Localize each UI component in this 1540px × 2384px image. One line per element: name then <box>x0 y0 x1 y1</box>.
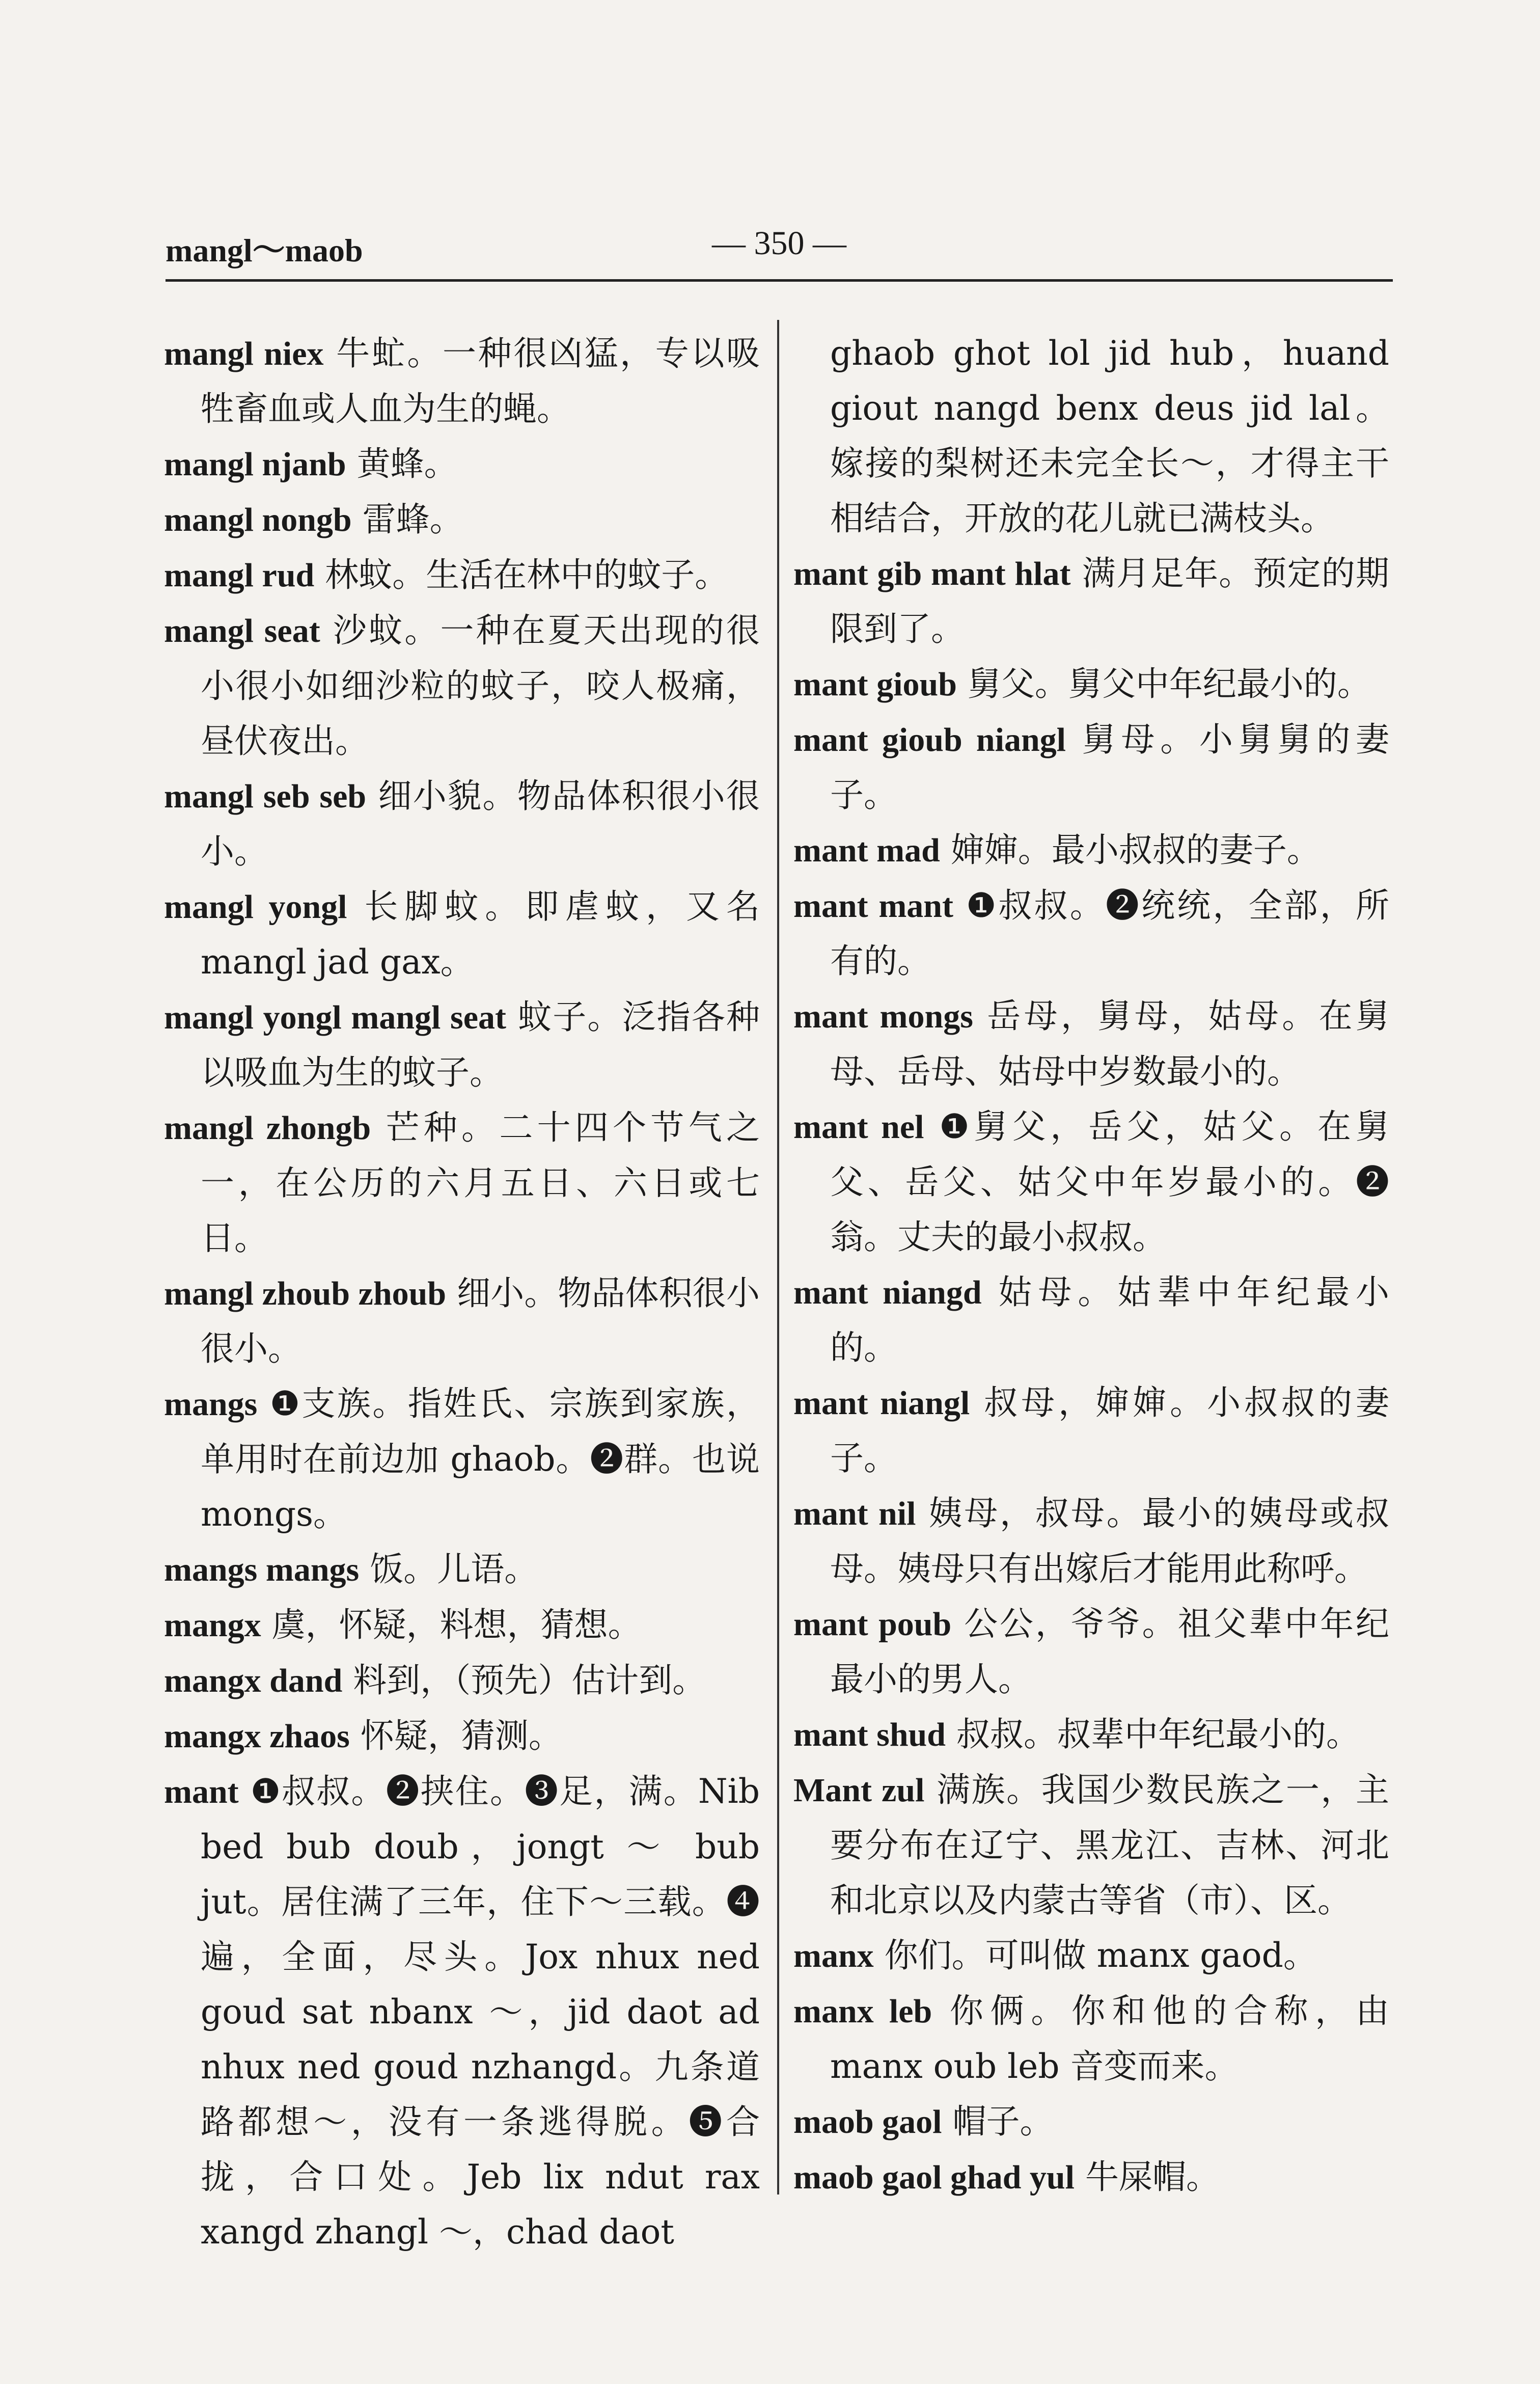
entry-headword: mangl rud <box>164 557 315 594</box>
entry-headword: mant <box>164 1773 239 1810</box>
entry-headword: mant nil <box>793 1495 916 1532</box>
entry-headword: mangl njanb <box>164 446 346 483</box>
entry-definition: 饭。儿语。 <box>370 1550 538 1589</box>
entry-headword: maob gaol ghad yul <box>793 2159 1075 2196</box>
dictionary-entry <box>164 1542 760 1597</box>
dictionary-entry <box>793 1375 1389 1486</box>
entry-headword: mant mant <box>793 887 953 925</box>
dictionary-entry <box>164 326 760 437</box>
dictionary-entry <box>164 548 760 603</box>
entry-definition: 岳母，舅母，姑母。在舅母、岳母、姑母中岁数最小的。 <box>830 996 1389 1091</box>
dictionary-entry <box>793 1099 1389 1265</box>
entry-definition: 叔母，婶婶。小叔叔的妻子。 <box>830 1383 1390 1478</box>
entry-definition: 帽子。 <box>952 2102 1054 2141</box>
entry-headword: mangx zhaos <box>164 1718 350 1755</box>
right-column <box>793 326 1389 2205</box>
entry-definition: 虞，怀疑，料想，猜想。 <box>271 1605 642 1644</box>
entry-definition: 姨母，叔母。最小的姨母或叔母。姨母只有出嫁后才能用此称呼。 <box>830 1494 1389 1588</box>
entry-definition: 林蚊。生活在林中的蚊子。 <box>325 555 729 594</box>
column-divider <box>777 320 779 2195</box>
entry-definition: 牛虻。一种很凶猛，专以吸牲畜血或人血为生的蝇。 <box>201 334 760 428</box>
dictionary-entry <box>793 1984 1389 2094</box>
entry-headword: Mant zul <box>793 1772 925 1809</box>
dictionary-entry <box>793 823 1389 878</box>
entry-definition: 姑母。姑辈中年纪最小的。 <box>830 1272 1390 1367</box>
entry-headword: mant gib mant hlat <box>793 555 1071 592</box>
entry-headword: manx <box>793 1937 874 1974</box>
entry-definition: 满月足年。预定的期限到了。 <box>830 554 1390 648</box>
entry-definition: 细小。物品体积很小很小。 <box>201 1274 760 1368</box>
entry-definition: ❶舅父，岳父，姑父。在舅父、岳父、姑父中年岁最小的。❷翁。丈夫的最小叔叔。 <box>830 1107 1390 1257</box>
entry-definition: 长脚蚊。即虐蚊，又名 mangl jad gax。 <box>201 887 760 982</box>
entry-headword: mant niangl <box>793 1385 970 1422</box>
dictionary-entry <box>164 1376 760 1542</box>
entry-headword: maob gaol <box>793 2103 942 2141</box>
entry-definition: ❶叔叔。❷统统，全部，所有的。 <box>830 886 1389 981</box>
page-header <box>166 214 1393 275</box>
entry-definition: 婶婶。最小叔叔的妻子。 <box>950 830 1321 870</box>
entry-headword: mant mad <box>793 832 940 869</box>
entry-definition: 料到，（预先）估计到。 <box>353 1661 706 1700</box>
entry-headword: manx leb <box>793 1993 932 2030</box>
entry-definition: ❶支族。指姓氏、宗族到家族，单用时在前边加 ghaob。❷群。也说 mongs。 <box>201 1384 760 1534</box>
entry-definition: 公公，爷爷。祖父辈中年纪最小的男人。 <box>830 1604 1390 1699</box>
entry-definition: 蚊子。泛指各种以吸血为生的蚊子。 <box>201 997 760 1092</box>
entry-headword: mant gioub <box>793 666 957 703</box>
dictionary-entry <box>793 2150 1389 2205</box>
entry-headword: mangl niex <box>164 335 324 372</box>
entry-headword: mangl zhongb <box>164 1109 371 1147</box>
dictionary-entry <box>793 1763 1389 1928</box>
entry-definition: 你俩。你和他的合称，由 manx oub leb 音变而来。 <box>830 1991 1389 2086</box>
entry-definition: 舅母。小舅舅的妻子。 <box>830 720 1390 815</box>
dictionary-entry <box>793 326 1389 546</box>
entry-headword: mant nel <box>793 1108 924 1146</box>
dictionary-entry <box>164 990 760 1100</box>
entry-headword: mangl zhoub zhoub <box>164 1275 447 1312</box>
entry-headword: mangl yongl <box>164 888 347 926</box>
entry-definition: 叔叔。叔辈中年纪最小的。 <box>956 1715 1360 1754</box>
entry-headword: mant niangd <box>793 1274 982 1311</box>
entry-definition: 黄蜂。 <box>356 444 458 483</box>
dictionary-entry <box>793 712 1389 823</box>
dictionary-entry <box>793 1707 1389 1763</box>
entry-headword: mangl seb seb <box>164 778 367 815</box>
dictionary-entry <box>164 1597 760 1653</box>
entry-definition: 舅父。舅父中年纪最小的。 <box>967 664 1371 703</box>
entry-definition: ❶叔叔。❷挟住。❸足，满。Nib bed bub doub，jongt ～ bub jut。居住满了三年，住下～三载。❹遍，全面，尽头。Jox nhux ned goud sat nbanx ～，jid daot ad nhux ned goud nzhangd。九条道路都想～，没有一条逃得脱。❺合拢，合口处。Jeb lix ndut rax xangd zhangl ～，chad daot <box>201 1772 760 2252</box>
dictionary-entry <box>164 1709 760 1764</box>
entry-headword: mant poub <box>793 1606 952 1643</box>
entry-definition: 细小貌。物品体积很小很小。 <box>201 776 760 871</box>
entry-definition: 雷蜂。 <box>362 500 463 539</box>
entry-definition: 你们。可叫做 manx gaod。 <box>884 1936 1317 1975</box>
dictionary-entry <box>793 1265 1389 1375</box>
dictionary-entry <box>164 437 760 492</box>
dictionary-entry <box>164 879 760 990</box>
entry-headword: mangs <box>164 1386 258 1423</box>
dictionary-entry <box>793 878 1389 989</box>
dictionary-entry <box>793 657 1389 712</box>
entry-definition: 满族。我国少数民族之一，主要分布在辽宁、黑龙江、吉林、河北和北京以及内蒙古等省（市）、区。 <box>830 1770 1390 1920</box>
header-rule <box>166 279 1393 282</box>
entry-headword: mant mongs <box>793 998 973 1035</box>
dictionary-entry <box>164 1653 760 1709</box>
running-head: mangl～maob <box>166 232 363 268</box>
entry-definition: 牛屎帽。 <box>1085 2157 1220 2197</box>
entry-definition: 怀疑，猜测。 <box>360 1716 562 1755</box>
dictionary-entry <box>164 1100 760 1266</box>
entry-headword: mangx <box>164 1607 261 1644</box>
left-column <box>164 326 760 2260</box>
dictionary-entry <box>164 769 760 879</box>
dictionary-entry <box>793 989 1389 1099</box>
entry-headword: mangs mangs <box>164 1551 360 1588</box>
entry-definition: ghaob ghot lol jid hub，huand giout nangd benx deus jid lal。嫁接的梨树还未完全长～，才得主干相结合，开放的花儿就已满枝头。 <box>830 334 1389 538</box>
dictionary-entry <box>164 1764 760 2260</box>
entry-headword: mant shud <box>793 1716 946 1753</box>
entry-definition: 芒种。二十四个节气之一，在公历的六月五日、六日或七日。 <box>201 1108 760 1258</box>
dictionary-entry <box>164 492 760 548</box>
entry-definition: 沙蚊。一种在夏天出现的很小很小如细沙粒的蚊子，咬人极痛，昼伏夜出。 <box>201 611 760 761</box>
dictionary-entry <box>164 1266 760 1376</box>
dictionary-entry <box>793 2094 1389 2150</box>
dictionary-entry <box>793 1486 1389 1596</box>
entry-headword: mangl nongb <box>164 501 352 538</box>
dictionary-entry <box>793 1928 1389 1984</box>
dictionary-entry <box>793 546 1389 657</box>
dictionary-entry <box>164 603 760 769</box>
entry-headword: mangl seat <box>164 612 320 649</box>
dictionary-entry <box>793 1596 1389 1707</box>
entry-headword: mangx dand <box>164 1662 343 1699</box>
page-number: — 350 — <box>712 225 846 262</box>
entry-headword: mangl yongl mangl seat <box>164 999 506 1036</box>
entry-headword: mant gioub niangl <box>793 721 1066 758</box>
